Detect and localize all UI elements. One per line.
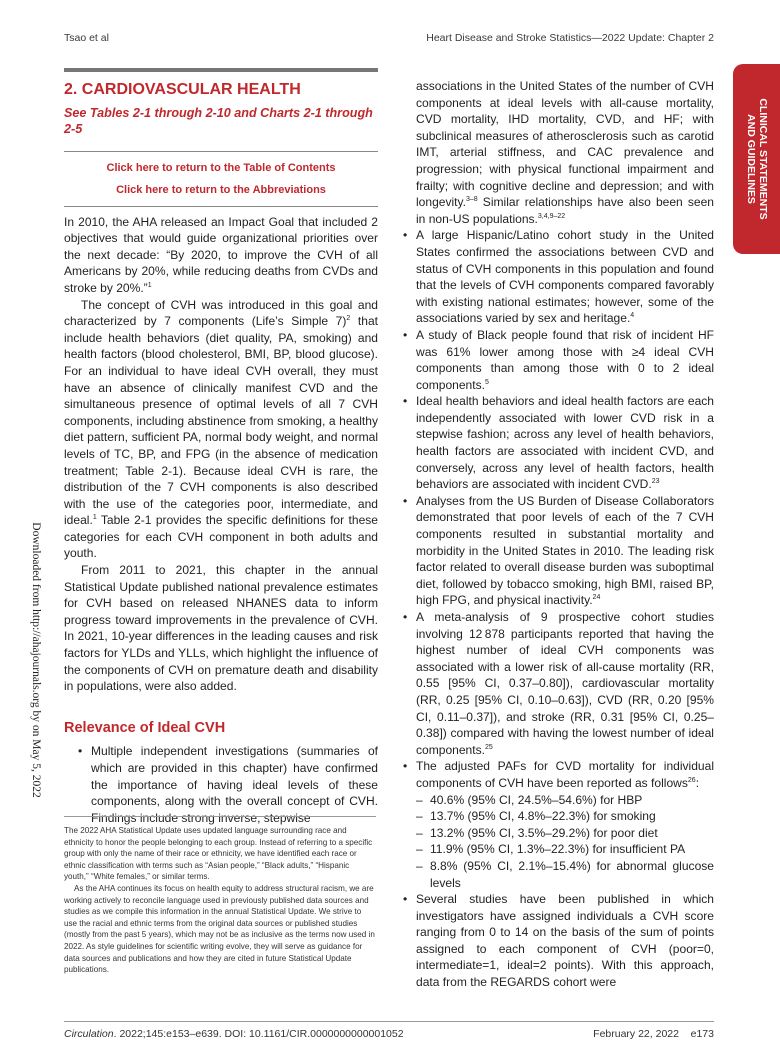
download-watermark: Downloaded from http://ahajournals.org by on May 5, 2022 [30, 522, 42, 798]
dash-item: – 13.7% (95% CI, 4.8%–22.3%) for smoking [416, 808, 714, 825]
footer-date-page: February 22, 2022 e173 [593, 1028, 714, 1040]
list-item: • A large Hispanic/Latino cohort study in the United States confirmed the associations between CVD and status of CVH components in this population and found that the levels of CVH components compared favorably with existing national estimates; however, some of the associations varied by sex and heritage.$^4$ [402, 227, 714, 327]
abbreviations-link[interactable]: Click here to return to the Abbreviations [116, 183, 326, 196]
list-item: • The adjusted PAFs for CVD mortality for individual components of CVH have been reported as follows$^{26}$: – 40.6% (95% CI, 24.5%–54.6%) for HBP – 13.7% (95% CI, 4.8%–22.3%) for smoking – 13.2% (95% CI, 3.5%–29.2%) for poor diet – 11.9% (95% CI, 1.3%–22.3%) for insufficient PA – 8.8% (95% CI, 2.1%–15.4%) for abnormal glucose levels [402, 758, 714, 891]
paragraph: The concept of CVH was introduced in this goal and characterized by 7 components (Life’s Simple 7)$^2$ that include health behaviors (diet quality, PA, smoking) and health factors (blood cholesterol, BMI, BP, blood glucose). For an individual to have ideal CVH overall, they must have an absence of clinically manifest CVD and the simultaneous presence of optimal levels of all 7 CVH components, including abstinence from smoking, a healthy diet pattern, sufficient PA, normal body weight, and normal levels of TC, BP, and FPG (in the absence of medication treatment; Table 2-1). Because ideal CVH is rare, the distribution of the 7 CVH components is also described with the use of the categories poor, intermediate, and ideal.$^1$ Table 2-1 provides the specific definitions for these categories for each CVH component in both adults and youth. [64, 297, 378, 561]
section-title: 2. CARDIOVASCULAR HEALTH [64, 81, 301, 98]
paragraph: From 2011 to 2021, this chapter in the annual Statistical Update published national prevalence estimates for CVH based on released NHANES data to inform progress toward improvements in the prevalence of CVH. In 2021, 10-year differences in the leading causes and risk factors for YLDs and YLLs, which highlight the influence of the components of CVH on premature death and disability in populations, were also added. [64, 563, 378, 694]
list-item: • A meta-analysis of 9 prospective cohort studies involving 12 878 participants reported that having the highest number of ideal CVH components was associated with a lower risk of all-cause mortality (RR, 0.55 [95% CI, 0.37–0.80]), cardiovascular mortality (RR, 0.25 [95% CI, 0.10–0.63]), CVD (RR, 0.20 [95% CI, 0.11–0.37]), and stroke (RR, 0.31 [95% CI, 0.25–0.38]) compared with having the lowest number of ideal components.$^{25}$ [402, 609, 714, 758]
bullet-list [64, 743, 378, 826]
subsection-title: Relevance of Ideal CVH [64, 719, 226, 736]
section-side-tab [733, 64, 780, 254]
left-column [64, 68, 378, 826]
dash-item: – 8.8% (95% CI, 2.1%–15.4%) for abnormal glucose levels [416, 858, 714, 891]
list-item: • Ideal health behaviors and ideal health factors are each independently associated with lower CVD risk in a stepwise fashion; across any level of health behaviors, health factors are associated with incident CVD, and conversely, across any level of health factors, health behaviors are associated with incident CVD.$^{23}$ [402, 393, 714, 493]
paragraph: associations in the United States of the number of CVH components at ideal levels with all-cause mortality, CVD mortality, IHD mortality, CVD, and HF; with subclinical measures of atherosclerosis such as carotid IMT, arterial stiffness, and CAC prevalence and progression; with physical functional impairment and frailty; with cognitive decline and depression; and with longevity.$^{3-8}$ Similar relationships have also been seen in non-US populations.$^{3,4,9-22}$ [416, 79, 714, 226]
footer-rule [64, 1021, 714, 1022]
toc-link[interactable]: Click here to return to the Table of Contents [106, 161, 336, 174]
intro-text [64, 214, 378, 695]
list-item: • A study of Black people found that risk of incident HF was 61% lower among those with ≥4 ideal CVH components than among those with 0 to 2 ideal components.$^5$ [402, 327, 714, 393]
bullet-list [402, 227, 714, 990]
section-top-rule [64, 68, 378, 72]
dash-item: – 11.9% (95% CI, 1.3%–22.3%) for insufficient PA [416, 841, 714, 858]
running-header-authors: Tsao et al [64, 32, 109, 44]
footnote-paragraph: The 2022 AHA Statistical Update uses updated language surrounding race and ethnicity to honor the people belonging to each group. Instead of referring to a specific group with only the name of their race or ethnicity, we have identified each race or ethnic classification with terms such as “Asian people,” “Black adults,” “Hispanic youth,” “White females,” or similar terms. [64, 826, 373, 882]
list-item: • Several studies have been published in which investigators have assigned individuals a CVH score ranging from 0 to 14 on the basis of the sum of points assigned to each component of CVH (poor=0, intermediate=1, ideal=2 points). With this approach, data from the REGARDS cohort were [402, 891, 714, 991]
footnote [64, 816, 376, 976]
footer-citation: Circulation. 2022;145:e153–e639. DOI: 10.1161/CIR.0000000000001052 [64, 1028, 404, 1040]
list-item: • Multiple independent investigations (summaries of which are provided in this chapter) have confirmed the importance of having ideal levels of these components, along with the overall concept of CVH. Findings include strong inverse, stepwise [64, 743, 378, 826]
dash-item: – 13.2% (95% CI, 3.5%–29.2%) for poor diet [416, 825, 714, 842]
dash-item: – 40.6% (95% CI, 24.5%–54.6%) for HBP [416, 792, 714, 809]
dash-list [416, 792, 714, 892]
paragraph: In 2010, the AHA released an Impact Goal that included 2 objectives that would guide organizational priorities over the next decade: “By 2020, to improve the CVH of all Americans by 20%, while reducing deaths from CVDs and stroke by 20%.”$^1$ [64, 214, 378, 295]
right-column [402, 78, 714, 991]
running-header-title: Heart Disease and Stroke Statistics—2022 Update: Chapter 2 [426, 32, 714, 44]
navigation-links [64, 151, 378, 207]
side-tab-label: CLINICAL STATEMENTS AND GUIDELINES [744, 98, 769, 220]
journal-name: Circulation [64, 1028, 114, 1040]
footnote-paragraph: As the AHA continues its focus on health equity to address structural racism, we are working actively to reconcile language used in previously published data sources and studies as we compile this information in the annual Statistical Update. We strive to use the racial and ethnic terms from the original data sources or published studies (mostly from the past 5 years), which may not be as inclusive as the terms now used in 2022. As style guidelines for scientific writing evolve, they will serve as guidance for data sources and publications and how they are cited in future Statistical Update publications. [64, 883, 375, 975]
list-item: • Analyses from the US Burden of Disease Collaborators demonstrated that poor levels of each of the 7 CVH components resulted in substantial mortality and morbidity in the United States in 2010. The leading risk factor related to overall disease burden was suboptimal diet, followed by tobacco smoking, high BMI, raised BP, high FPG, and physical inactivity.$^{24}$ [402, 493, 714, 609]
section-subtitle: See Tables 2-1 through 2-10 and Charts 2-1 through 2-5 [64, 105, 373, 136]
